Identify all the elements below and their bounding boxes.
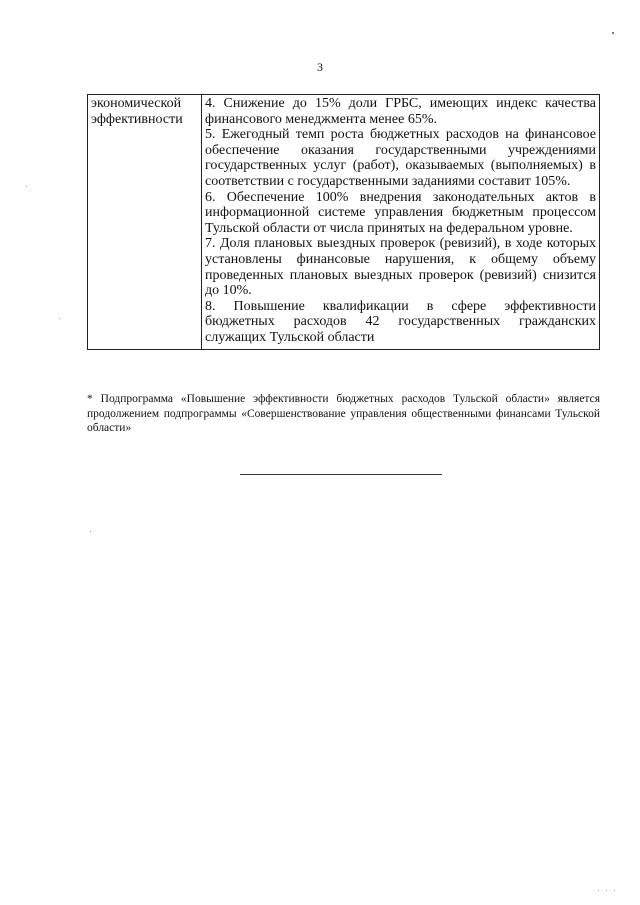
end-of-document-rule xyxy=(240,474,442,475)
indicators-cell xyxy=(202,95,600,350)
indicator-item-8: 8. Повышение квалификации в сфере эффективности бюджетных расходов 42 государственных гражданских служащих Тульской области xyxy=(205,298,596,345)
indicator-item-4: 4. Снижение до 15% доли ГРБС, имеющих индекс качества финансового менеджмента менее 65%. xyxy=(205,96,596,127)
indicator-item-6: 6. Обеспечение 100% внедрения законодательных актов в информационной системе управления бюджетным процессом Тульской области от числа принятых на федеральном уровне. xyxy=(205,189,596,236)
indicators-table xyxy=(87,94,600,350)
scan-speck xyxy=(59,318,60,319)
footnote: * Подпрограмма «Повышение эффективности бюджетных расходов Тульской области» является продолжением подпрограммы «Совершенствование управления общественными финансами Тульской области» xyxy=(87,393,600,434)
indicator-item-7: 7. Доля плановых выездных проверок (ревизий), в ходе которых установлены финансовые нарушения, к общему объему проведенных плановых выездных проверок (ревизий) снизится до 10%. xyxy=(205,236,596,299)
scan-speck xyxy=(90,531,91,532)
category-cell: экономической эффективности xyxy=(88,95,202,350)
page-number: 3 xyxy=(317,60,323,74)
scan-speck xyxy=(612,32,614,34)
scan-speck xyxy=(26,186,27,187)
scan-speck xyxy=(614,890,615,891)
scan-speck xyxy=(606,890,607,891)
scan-speck xyxy=(598,890,599,891)
table-row xyxy=(88,95,600,350)
indicator-item-5: 5. Ежегодный темп роста бюджетных расходов на финансовое обеспечение оказания государственными учреждениями государственных услуг (работ), оказываемых (выполняемых) в соответствии с государственными заданиями составит 105%. xyxy=(205,127,596,189)
